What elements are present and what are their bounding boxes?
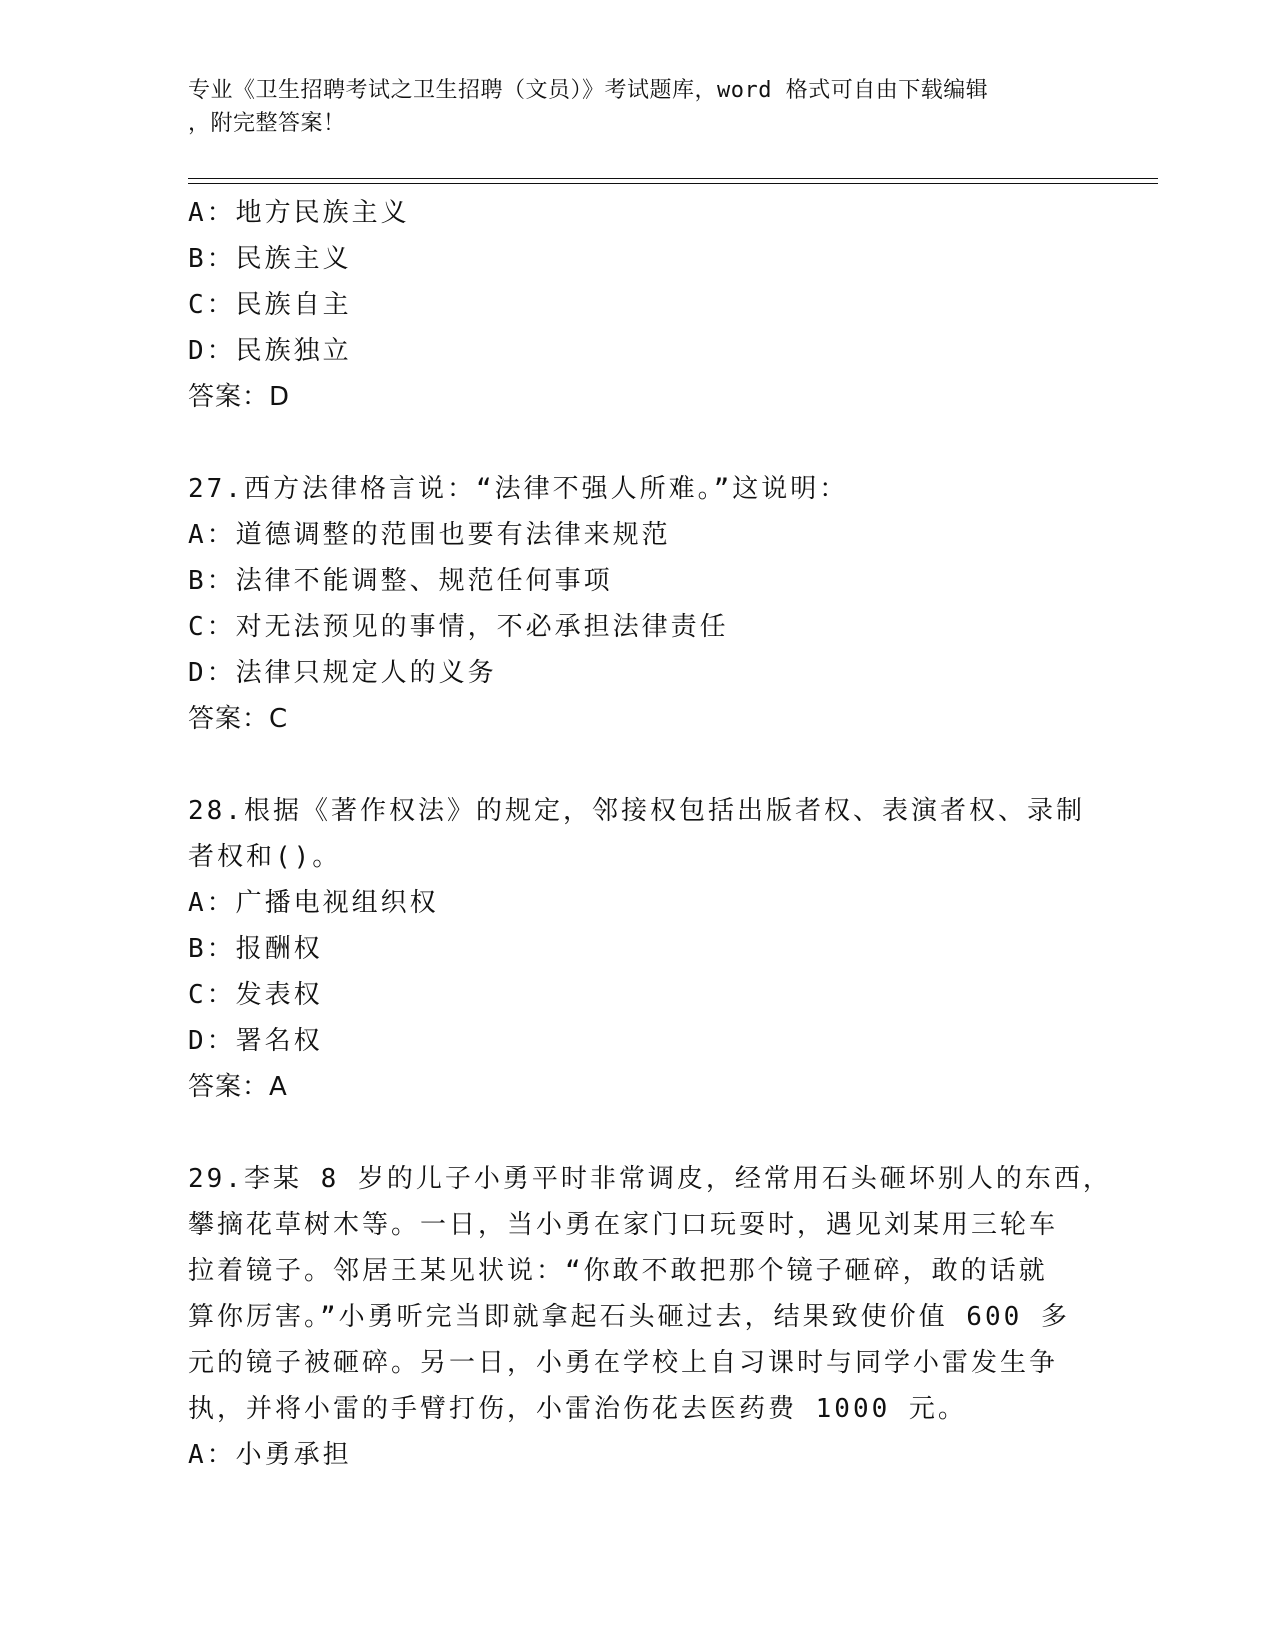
question-29 — [188, 1156, 1112, 1478]
question-list — [188, 190, 1112, 1478]
header-line-2: ，附完整答案！ — [188, 111, 346, 136]
option-a: A：地方民族主义 — [188, 198, 410, 228]
option-a: A：小勇承担 — [188, 1440, 352, 1470]
question-27 — [188, 466, 1088, 742]
option-c: C：发表权 — [188, 980, 323, 1010]
question-28 — [188, 788, 1088, 1110]
question-stem: 29.李某 8 岁的儿子小勇平时非常调皮，经常用石头砸坏别人的东西， — [188, 1164, 1112, 1194]
answer: 答案：D — [188, 382, 291, 412]
option-a: A：广播电视组织权 — [188, 888, 439, 918]
question-stem: 拉着镜子。邻居王某见状说：“你敢不敢把那个镜子砸碎，敢的话就 — [188, 1256, 1048, 1286]
option-d: D：署名权 — [188, 1026, 323, 1056]
option-d: D：民族独立 — [188, 336, 352, 366]
option-a: A：道德调整的范围也要有法律来规范 — [188, 520, 671, 550]
question-stem: 攀摘花草树木等。一日，当小勇在家门口玩耍时，遇见刘某用三轮车 — [188, 1210, 1059, 1240]
question-stem: 28.根据《著作权法》的规定，邻接权包括出版者权、表演者权、录制 — [188, 796, 1085, 826]
question-stem: 元的镜子被砸碎。另一日，小勇在学校上自习课时与同学小雷发生争 — [188, 1348, 1059, 1378]
option-b: B：法律不能调整、规范任何事项 — [188, 566, 613, 596]
answer: 答案：C — [188, 704, 289, 734]
question-26 — [188, 190, 1088, 420]
question-stem: 27.西方法律格言说：“法律不强人所难。”这说明： — [188, 474, 849, 504]
header-divider-top — [188, 178, 1158, 179]
question-stem: 执，并将小雷的手臂打伤，小雷治伤花去医药费 1000 元。 — [188, 1394, 967, 1424]
question-stem: 算你厉害。”小勇听完当即就拿起石头砸过去，结果致使价值 600 多 — [188, 1302, 1070, 1332]
header-line-1: 专业《卫生招聘考试之卫生招聘（文员）》考试题库，word 格式可自由下载编辑 — [188, 78, 989, 103]
document-header — [188, 74, 1068, 140]
option-d: D：法律只规定人的义务 — [188, 658, 497, 688]
option-c: C：对无法预见的事情，不必承担法律责任 — [188, 612, 729, 642]
option-c: C：民族自主 — [188, 290, 352, 320]
question-stem: 者权和()。 — [188, 842, 342, 872]
option-b: B：报酬权 — [188, 934, 323, 964]
answer: 答案：A — [188, 1072, 288, 1102]
option-b: B：民族主义 — [188, 244, 352, 274]
header-divider-bottom — [188, 183, 1158, 184]
